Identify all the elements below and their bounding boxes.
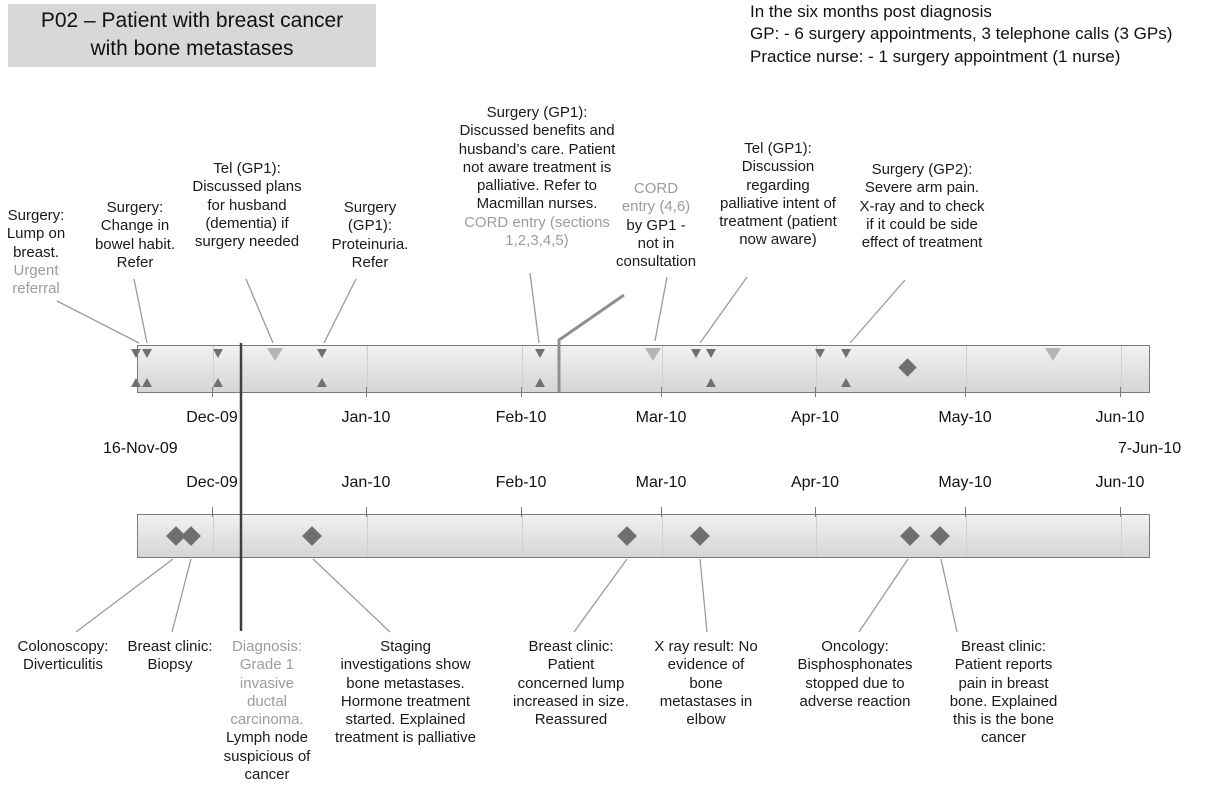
gp-visit-marker-up — [131, 378, 141, 387]
gp-annotation-3 — [187, 160, 307, 251]
figure-title — [8, 4, 376, 67]
month-tick — [366, 507, 367, 517]
annotation-text: Lymph node suspicious of cancer — [223, 729, 311, 784]
month-tick — [815, 387, 816, 397]
gp-visit-marker-down — [691, 349, 701, 358]
leader-line — [134, 279, 147, 343]
hospital-annotation-6 — [651, 638, 761, 729]
annotation-text: Surgery (GP1): Proteinuria. Refer — [331, 199, 409, 271]
annotation-text-muted: Diagnosis: Grade 1 invasive ductal carcinoma. — [230, 638, 304, 729]
gp-visit-marker-up — [535, 378, 545, 387]
month-tick — [815, 507, 816, 517]
gp-visit-marker-down — [535, 349, 545, 358]
annotation-text-muted: Urgent referral — [12, 261, 60, 298]
annotation-text: Surgery: Lump on breast. — [6, 207, 66, 261]
annotation-text: Breast clinic: Patient reports pain in breast bone. Explained this is the bone cancer — [949, 638, 1058, 747]
gp-visit-marker-up — [841, 378, 851, 387]
annotation-text: by GP1 - not in consultation — [616, 216, 697, 271]
annotation-text: Surgery: Change in bowel habit. Refer — [94, 199, 176, 271]
month-tick — [366, 387, 367, 397]
month-gridline — [367, 346, 368, 392]
hospital-annotation-1 — [8, 638, 118, 675]
month-gridline — [1121, 515, 1122, 557]
summary-line3: Practice nurse: - 1 surgery appointment (1 nurse) — [750, 46, 1121, 66]
month-label: Feb-10 — [495, 474, 547, 491]
month-label: Mar-10 — [635, 474, 687, 491]
month-gridline — [966, 515, 967, 557]
gp-annotation-8 — [856, 161, 988, 252]
annotation-text: Staging investigations show bone metastases. Hormone treatment started. Explained treatment is palliative — [335, 638, 476, 747]
month-gridline — [213, 515, 214, 557]
gp-annotation-6 — [616, 180, 696, 271]
month-label: Feb-10 — [495, 409, 547, 426]
gp-visit-marker-up — [142, 378, 152, 387]
month-gridline — [662, 346, 663, 392]
leader-line — [76, 559, 173, 632]
leader-line — [859, 559, 908, 632]
leader-lines — [57, 273, 957, 632]
leader-line — [246, 279, 273, 343]
leader-line — [850, 280, 905, 343]
leader-line — [574, 559, 627, 632]
gp-visit-marker-up — [317, 378, 327, 387]
gp-visit-marker-down — [142, 349, 152, 358]
month-label: Apr-10 — [790, 474, 840, 491]
month-tick — [1120, 507, 1121, 517]
gp-timeline-bar — [137, 345, 1150, 393]
month-label: Dec-09 — [186, 474, 238, 491]
month-gridline — [662, 515, 663, 557]
hospital-timeline-bar — [137, 514, 1150, 558]
cord-entry-marker — [645, 348, 661, 361]
month-tick — [661, 507, 662, 517]
month-label: Apr-10 — [790, 409, 840, 426]
month-tick — [521, 507, 522, 517]
annotation-text: Surgery (GP2): Severe arm pain. X-ray and to check if it could be side effect of treatment — [859, 161, 985, 252]
month-gridline — [1121, 346, 1122, 392]
annotation-text: Colonoscopy: Diverticulitis — [17, 638, 109, 674]
gp-visit-marker-up — [213, 378, 223, 387]
gp-annotation-1 — [0, 207, 72, 298]
annotation-text: Tel (GP1): Discussion regarding palliative intent of treatment (patient now aware) — [719, 140, 837, 249]
month-tick — [661, 387, 662, 397]
leader-line — [313, 559, 390, 632]
month-label: Dec-09 — [186, 409, 238, 426]
start-date-label: 16-Nov-09 — [103, 440, 178, 457]
figure-title-line2: with bone metastases — [90, 36, 294, 60]
gp-annotation-2 — [92, 199, 178, 272]
month-label: Jan-10 — [341, 474, 391, 491]
annotation-text: Tel (GP1): Discussed plans for husband (dementia) if surgery needed — [192, 160, 302, 251]
telephone-call-marker — [267, 348, 283, 361]
month-gridline — [522, 346, 523, 392]
leader-line — [700, 277, 747, 343]
annotation-text-muted: CORD entry (sections 1,2,3,4,5) — [464, 213, 610, 250]
month-tick — [521, 387, 522, 397]
gp-visit-marker-down — [317, 349, 327, 358]
gp-visit-marker-down — [213, 349, 223, 358]
summary-block — [750, 1, 1220, 68]
summary-line2: GP: - 6 surgery appointments, 3 telephone calls (3 GPs) — [750, 24, 1173, 44]
cord-entry-marker — [1045, 348, 1061, 361]
gp-visit-marker-down — [815, 349, 825, 358]
gp-visit-marker-down — [841, 349, 851, 358]
gp-annotation-7 — [716, 140, 840, 250]
month-label: May-10 — [938, 474, 992, 491]
leader-line — [655, 277, 667, 341]
leader-line — [941, 559, 957, 632]
hospital-annotation-5 — [511, 638, 631, 729]
gp-visit-marker-down — [131, 349, 141, 358]
gp-annotation-4 — [330, 199, 410, 272]
month-tick — [212, 387, 213, 397]
month-gridline — [966, 346, 967, 392]
annotation-text-muted: CORD entry (4,6) — [621, 180, 691, 216]
annotation-text: Oncology: Bisphosphonates stopped due to adverse reaction — [797, 638, 913, 710]
annotation-text: Breast clinic: Patient concerned lump increased in size. Reassured — [513, 638, 629, 729]
leader-line — [700, 559, 707, 632]
month-tick — [1120, 387, 1121, 397]
annotation-text: X ray result: No evidence of bone metastases in elbow — [654, 638, 758, 729]
month-gridline — [816, 515, 817, 557]
gp-annotation-5 — [450, 104, 624, 250]
leader-line — [324, 279, 356, 343]
month-tick — [965, 507, 966, 517]
annotation-text: Breast clinic: Biopsy — [127, 638, 213, 674]
leader-line — [530, 273, 539, 343]
gp-visit-marker-down — [706, 349, 716, 358]
month-tick — [212, 507, 213, 517]
hospital-annotation-2 — [120, 638, 220, 675]
hospital-annotation-7 — [790, 638, 920, 711]
leader-line — [172, 559, 191, 632]
month-gridline — [522, 515, 523, 557]
hospital-annotation-4 — [333, 638, 478, 748]
month-label: Mar-10 — [635, 409, 687, 426]
month-tick — [965, 387, 966, 397]
leader-line — [57, 301, 139, 343]
month-label: Jun-10 — [1095, 409, 1145, 426]
hospital-annotation-8 — [945, 638, 1062, 748]
summary-line1: In the six months post diagnosis — [750, 2, 992, 21]
figure-title-line1: P02 – Patient with breast cancer — [40, 9, 344, 32]
annotation-text: Surgery (GP1): Discussed benefits and husband’s care. Patient not aware treatment is palliative. Refer to Macmillan nurses. — [458, 104, 616, 213]
end-date-label: 7-Jun-10 — [1118, 440, 1182, 457]
month-gridline — [367, 515, 368, 557]
month-label: Jun-10 — [1095, 474, 1145, 491]
hospital-annotation-3 — [222, 638, 312, 784]
month-label: Jan-10 — [341, 409, 391, 426]
month-label: May-10 — [938, 409, 992, 426]
gp-visit-marker-up — [706, 378, 716, 387]
